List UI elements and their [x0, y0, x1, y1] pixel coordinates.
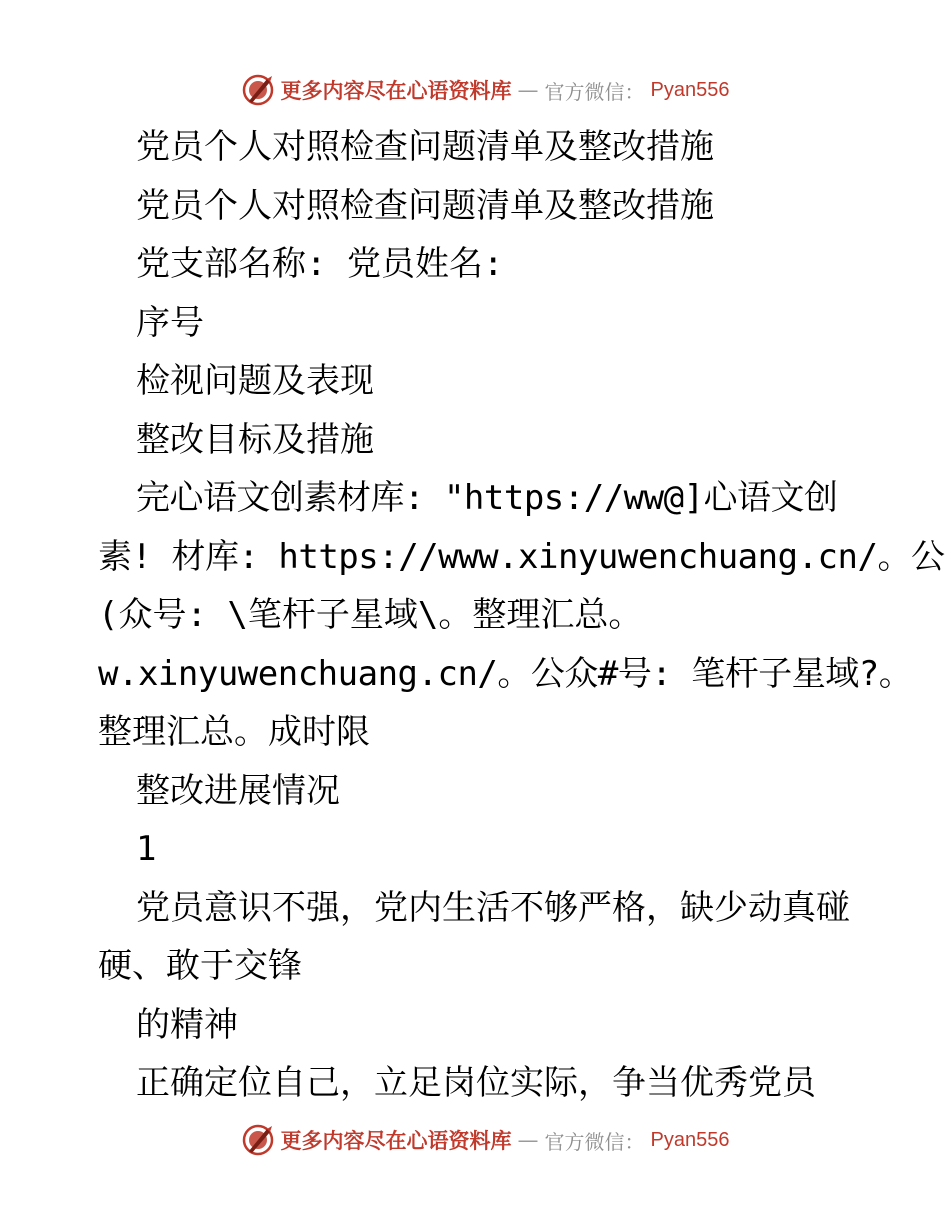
- problem-text: 党员意识不强，党内生活不够严格，缺少动真碰: [136, 887, 850, 928]
- quill-pen-icon: [241, 73, 275, 107]
- quill-pen-icon: [241, 1123, 275, 1157]
- watermark-text: 更多内容尽在心语资料库: [280, 1128, 512, 1153]
- row-number: 1: [136, 829, 157, 869]
- watermark-wechat-id: Pyan556: [650, 1128, 730, 1151]
- problem-text-continued: 硬、敢于交锋: [98, 946, 302, 986]
- problem-text-end: 的精神: [136, 1004, 238, 1045]
- text-line: w.xinyuwenchuang.cn/。公众#号: 笔杆子星域?。: [98, 653, 913, 694]
- serial-number-header: 序号: [136, 302, 204, 343]
- watermark-wechat-label: 官方微信：: [544, 1129, 645, 1154]
- document-title-repeat: 党员个人对照检查问题清单及整改措施: [136, 185, 714, 226]
- watermark-banner-top: [0, 70, 950, 110]
- watermark-text: 更多内容尽在心语资料库: [280, 78, 512, 103]
- progress-header: 整改进展情况: [136, 770, 340, 811]
- text-line: 素! 材库: https://www.xinyuwenchuang.cn/。公: [98, 536, 945, 577]
- watermark-banner-bottom: [0, 1120, 950, 1160]
- text-line: (众号: \笔杆子星域\。整理汇总。: [98, 595, 643, 635]
- watermark-wechat-label: 官方微信：: [544, 79, 645, 104]
- document-body: [98, 118, 945, 1113]
- branch-name-field: 党支部名称: 党员姓名:: [136, 244, 504, 284]
- watermark-banner-content: [241, 73, 730, 107]
- document-title: 党员个人对照检查问题清单及整改措施: [136, 127, 714, 167]
- measures-header: 整改目标及措施: [136, 419, 374, 460]
- watermark-wechat-id: Pyan556: [650, 78, 730, 101]
- watermark-separator: —: [517, 1128, 539, 1152]
- watermark-banner-content: [241, 1123, 730, 1157]
- problem-header: 检视问题及表现: [136, 361, 374, 401]
- measure-text: 正确定位自己，立足岗位实际，争当优秀党员: [136, 1063, 816, 1103]
- text-line: 完心语文创素材库: "https://ww@]心语文创: [136, 478, 838, 518]
- deadline-header: 整理汇总。成时限: [98, 712, 370, 752]
- watermark-separator: —: [517, 78, 539, 102]
